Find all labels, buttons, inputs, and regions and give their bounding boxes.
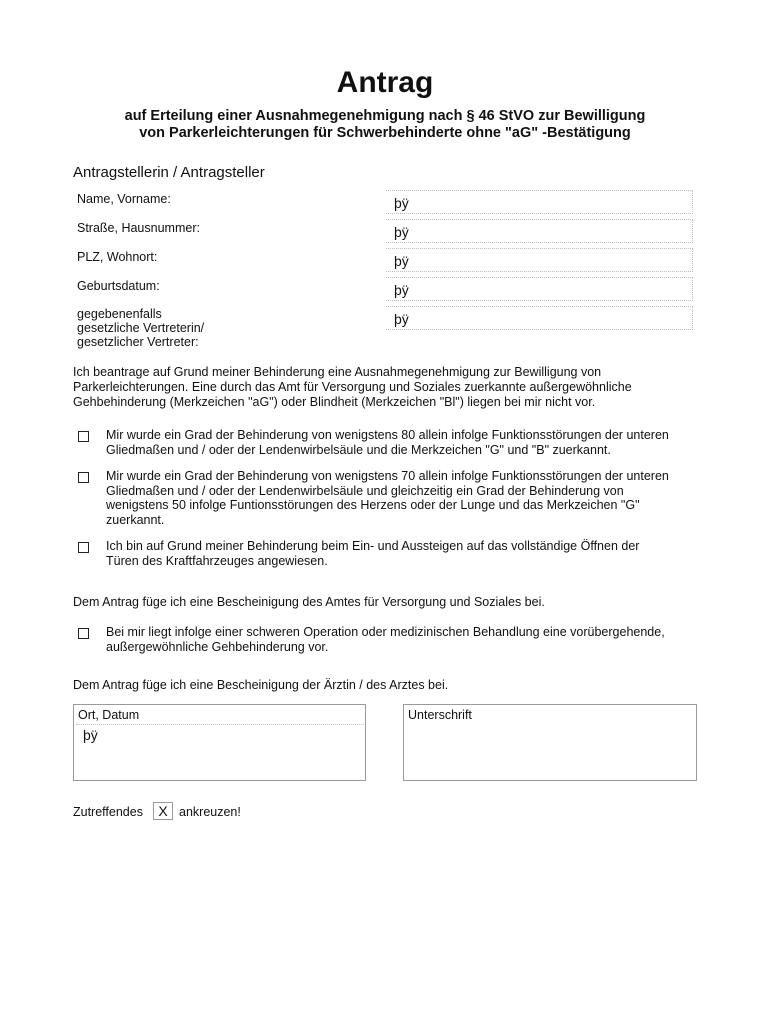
intro-line: Parkerleichterungen. Eine durch das Amt für Versorgung und Soziales zuerkannte außergewöhnliche [73,380,632,394]
option-line: wenigstens 50 infolge Funtionsstörungen des Herzens oder der Lunge und das Merkzeichen "G" [106,498,640,512]
representative-label-line-1: gegebenenfalls [77,307,162,321]
option-line: Mir wurde ein Grad der Behinderung von wenigstens 70 allein infolge Funktionsstörungen der unteren [106,469,669,483]
option-1-checkbox[interactable] [78,431,89,442]
option-4-text [106,625,696,654]
option-2-text [106,469,696,527]
signature-box[interactable] [403,704,697,781]
representative-field[interactable] [386,306,693,330]
signature-label: Unterschrift [408,708,472,722]
place-date-label: Ort, Datum [78,708,140,722]
intro-paragraph [73,365,693,410]
birthdate-field-value: þÿ [394,282,409,298]
footer-text-before: Zutreffendes [73,805,143,819]
option-line: zuerkannt. [106,512,165,527]
option-2-checkbox[interactable] [78,472,89,483]
place-date-value: þÿ [83,727,98,743]
option-line: Türen des Kraftfahrzeuges angewiesen. [106,553,328,568]
example-checked-box: X [153,802,173,820]
street-field[interactable] [386,219,693,243]
birthdate-field[interactable] [386,277,693,301]
option-line: Ich bin auf Grund meiner Behinderung beim Ein- und Aussteigen auf das vollständige Öffnen der [106,539,640,553]
note-doctor-certificate: Dem Antrag füge ich eine Bescheinigung der Ärztin / des Arztes bei. [73,678,449,692]
zip-city-field[interactable] [386,248,693,272]
street-field-value: þÿ [394,224,409,240]
option-1-text [106,428,696,457]
subtitle-line-2: von Parkerleichterungen für Schwerbehinderte ohne "aG" -Bestätigung [139,125,631,141]
subtitle-line-1: auf Erteilung einer Ausnahmegenehmigung nach § 46 StVO zur Bewilligung [124,108,646,124]
representative-label-line-3: gesetzlicher Vertreter: [77,335,199,349]
name-field-value: þÿ [394,195,409,211]
zip-city-field-value: þÿ [394,253,409,269]
place-date-divider [76,724,364,725]
option-4-checkbox[interactable] [78,628,89,639]
zip-city-label: PLZ, Wohnort: [77,250,158,264]
footer-text-after: ankreuzen! [179,805,241,819]
intro-line: Ich beantrage auf Grund meiner Behinderung eine Ausnahmegenehmigung zur Bewilligung von [73,365,602,379]
name-field[interactable] [386,190,693,214]
note-office-certificate: Dem Antrag füge ich eine Bescheinigung des Amtes für Versorgung und Soziales bei. [73,595,545,609]
place-date-box[interactable] [73,704,366,781]
option-line: außergewöhnliche Gehbehinderung vor. [106,639,329,654]
intro-line: Gehbehinderung (Merkzeichen "aG") oder Blindheit (Merkzeichen "Bl") liegen bei mir nicht vor. [73,395,596,409]
street-label: Straße, Hausnummer: [77,221,200,235]
representative-label [77,307,204,349]
option-3-checkbox[interactable] [78,542,89,553]
name-label: Name, Vorname: [77,192,171,206]
applicant-section-title: Antragstellerin / Antragsteller [73,164,265,181]
option-line: Gliedmaßen und / oder der Lendenwirbelsäule und gleichzeitig ein Grad der Behinderung von [106,483,624,498]
option-line: Bei mir liegt infolge einer schweren Operation oder medizinischen Behandlung eine vorübergehende, [106,625,665,639]
representative-field-value: þÿ [394,311,409,327]
option-line: Gliedmaßen und / oder der Lendenwirbelsäule und die Merkzeichen "G" und "B" zuerkannt. [106,442,611,457]
option-3-text [106,539,696,568]
page-subtitle [60,108,710,142]
representative-label-line-2: gesetzliche Vertreterin/ [77,321,205,335]
page-title: Antrag [336,66,434,99]
birthdate-label: Geburtsdatum: [77,279,160,293]
option-line: Mir wurde ein Grad der Behinderung von wenigstens 80 allein infolge Funktionsstörungen der unteren [106,428,669,442]
